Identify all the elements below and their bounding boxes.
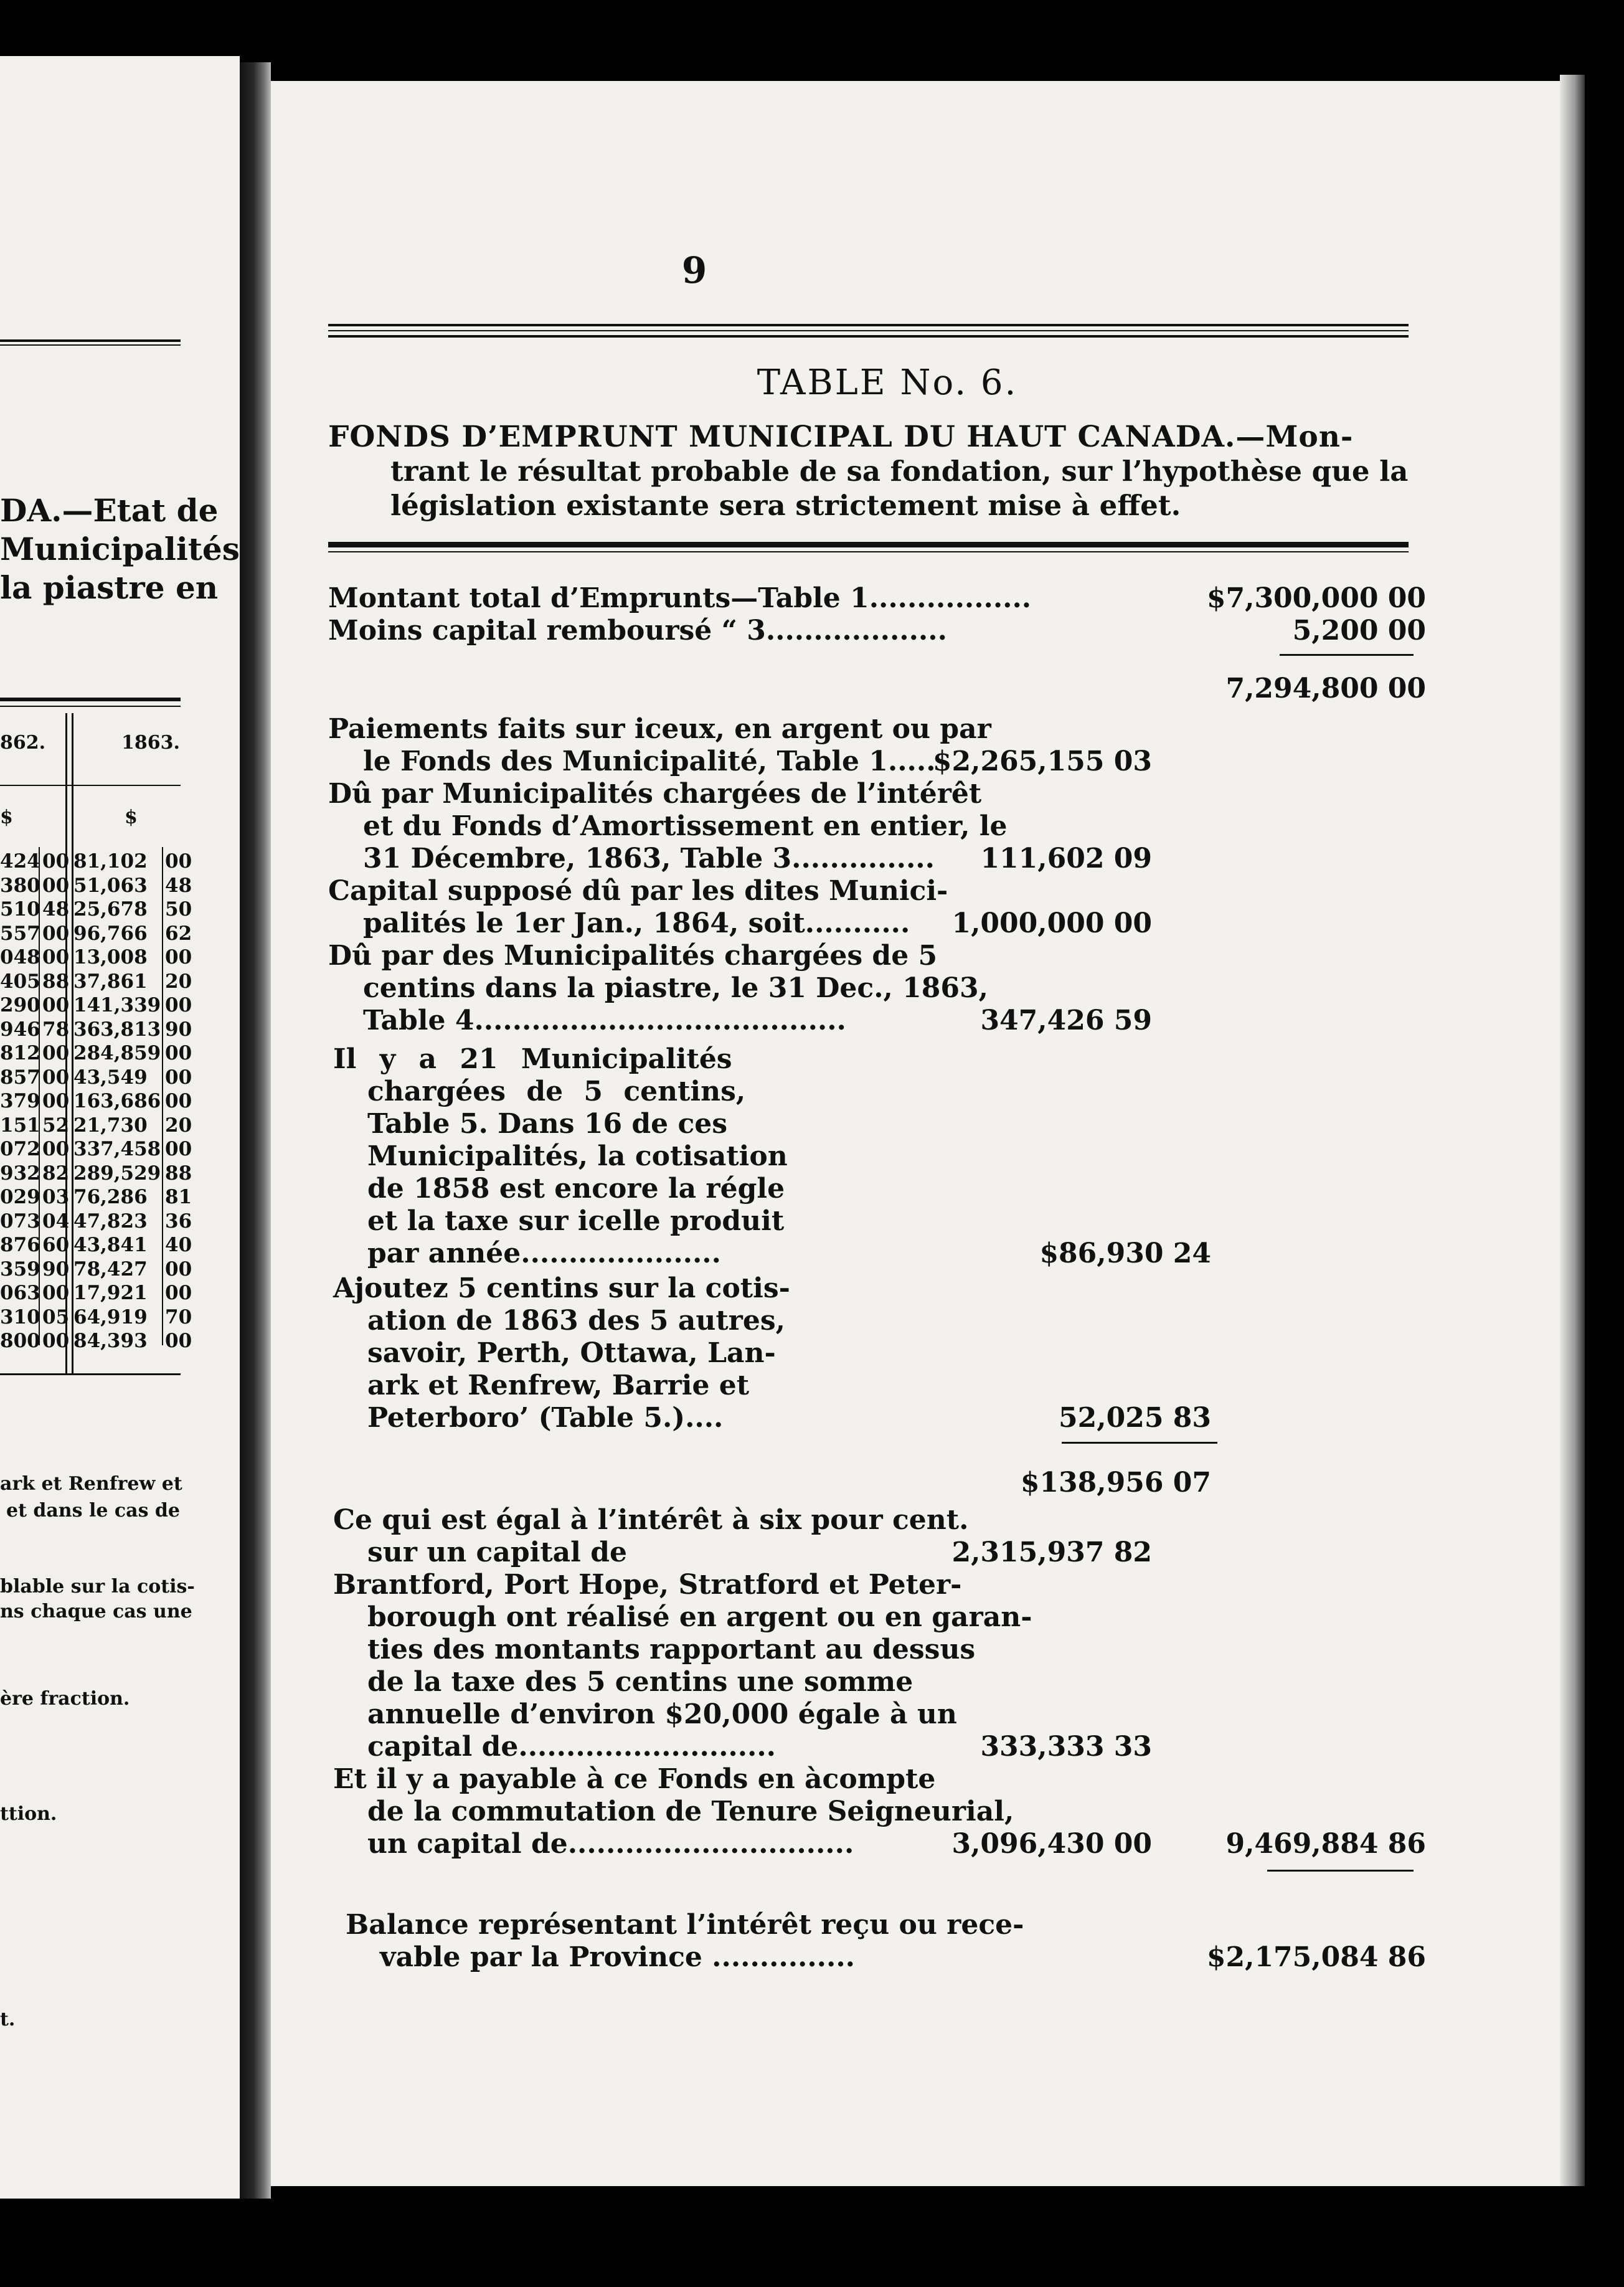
amount-balance: $2,175,084 86 [1206,1941,1426,1973]
amount-payments: $2,265,155 03 [932,746,1152,777]
left-footnote: ns chaque cas une [0,1601,192,1622]
left-footnote: ttion. [0,1803,57,1825]
left-table-cell: 78 [42,1018,70,1041]
sum-rule [1062,1442,1217,1444]
left-table-cell: 43,841 [73,1234,148,1256]
left-table-cell: 70 [165,1305,192,1328]
left-table-cell: 359 [0,1257,40,1281]
left-table-cell: 84,393 [73,1330,148,1352]
left-table-cell: 76,286 [73,1186,148,1208]
entry-due-interest-line: Dû par Municipalités chargées de l’intérêt [328,778,982,810]
left-table-cell: 00 [165,1042,192,1064]
left-top-rule-thin [0,344,181,346]
entry-capital-supposed-line: Capital supposé dû par les dites Munici- [328,875,948,907]
entry-payments-line: le Fonds des Municipalité, Table 1..... [363,746,936,777]
entry-six-percent-line: Ce qui est égal à l’intérêt à six pour cent. [333,1504,969,1536]
left-table-cell: 363,813 [73,1018,161,1041]
left-table-cell: 00 [42,874,70,897]
amount-seigneurial-capital: 3,096,430 00 [951,1828,1152,1860]
left-table-cell: 81,102 [73,850,148,873]
left-table-cell: 812 [0,1042,40,1064]
left-table-cell: 20 [165,1114,192,1137]
left-table-cell: 00 [42,1090,70,1112]
left-table-cell: 20 [165,970,192,993]
page-number: 9 [681,249,707,291]
entry-payments-line: Paiements faits sur iceux, en argent ou par [328,713,991,745]
left-page-fragment [0,56,240,2199]
left-table-cell: 51,063 [73,874,148,897]
left-cents-divider [162,847,163,1345]
left-table-cell: 90 [165,1018,192,1041]
amount-per-year: $86,930 24 [1039,1238,1211,1269]
left-table-cell: 00 [42,946,70,968]
amount-six-percent-capital: 2,315,937 82 [951,1537,1152,1568]
entry-add-5-cents-line: Ajoutez 5 centins sur la cotis- [333,1272,790,1304]
left-table-cell: 64,919 [73,1305,148,1328]
entry-brantford-line: ties des montants rapportant au dessus [367,1634,976,1665]
entry-seigneurial-line: un capital de.............................. [367,1828,854,1860]
total-rule [1267,1870,1414,1872]
entry-add-5-cents-line: ark et Renfrew, Barrie et [367,1370,750,1401]
left-table-cell: 88 [165,1162,192,1185]
left-table-cell: 380 [0,874,40,897]
left-table-cell: 405 [0,970,40,993]
entry-21-municipalities-line: et la taxe sur icelle produit [367,1205,785,1237]
left-heading-line: DA.—Etat de [0,492,219,529]
left-table-cell: 00 [165,1282,192,1304]
heading-line: législation existante sera strictement mise à effet. [390,489,1181,522]
left-table-cell: 946 [0,1018,40,1041]
left-table-rule-thin [0,706,181,707]
entry-seigneurial-line: Et il y a payable à ce Fonds en àcompte [333,1763,936,1795]
left-table-cell: 00 [165,994,192,1016]
left-footnote: t. [0,2009,16,2030]
entry-balance-line: vable par la Province ............... [380,1941,855,1973]
left-column-header: 862. [0,732,46,754]
left-table-cell: 00 [165,850,192,873]
entry-add-5-cents-line: savoir, Perth, Ottawa, Lan- [367,1337,776,1369]
left-table-cell: 62 [165,922,192,945]
entry-due-5-cents-line: centins dans la piastre, le 31 Dec., 1863, [363,972,988,1004]
left-header-rule [0,785,181,786]
left-table-cell: 00 [165,1330,192,1352]
table-title: TABLE No. 6. [757,362,1018,403]
entry-brantford-line: borough ont réalisé en argent ou en garan- [367,1601,1032,1633]
entry-due-interest-line: 31 Décembre, 1863, Table 3............... [363,843,935,874]
left-table-cell: 00 [42,1330,70,1352]
entry-21-municipalities-line: Table 5. Dans 16 de ces [367,1108,728,1140]
left-table-cell: 60 [42,1234,70,1256]
left-table-cell: 52 [42,1114,70,1137]
left-table-cell: 337,458 [73,1138,161,1160]
left-table-cell: 048 [0,946,40,968]
left-table-cell: 00 [165,1257,192,1281]
subtotal-rule [1280,654,1414,656]
left-table-cell: 289,529 [73,1162,161,1185]
left-table-cell: 04 [42,1210,70,1233]
left-table-rule [0,698,181,701]
left-table-cell: 78,427 [73,1257,148,1281]
left-table-cell: 17,921 [73,1282,148,1304]
page-edge [1560,75,1585,2186]
left-footnote: blable sur la cotis- [0,1576,195,1598]
left-table-cell: 36 [165,1210,192,1233]
left-footnote: ère fraction. [0,1688,130,1710]
left-heading-line: la piastre en [0,569,219,606]
amount-due-interest: 111,602 09 [980,843,1152,874]
left-table-cell: 82 [42,1162,70,1185]
entry-21-municipalities-line: Il y a 21 Municipalités [333,1043,732,1075]
left-table-cell: 00 [165,1066,192,1089]
entry-brantford-line: Brantford, Port Hope, Stratford et Peter- [333,1569,962,1601]
entry-due-5-cents-line: Dû par des Municipalités chargées de 5 [328,940,938,972]
left-table-cell: 03 [42,1186,70,1208]
left-table-cell: 40 [165,1234,192,1256]
left-table-cell: 21,730 [73,1114,148,1137]
left-table-cell: 029 [0,1186,40,1208]
amount-capital-repaid: 5,200 00 [1292,615,1426,646]
header-rule-thin [328,330,1409,331]
amount-deductions-total: 9,469,884 86 [1225,1828,1426,1860]
table-top-rule-thin [328,551,1409,552]
left-table-cell: 00 [165,946,192,968]
left-top-rule [0,339,181,342]
book-spine [240,62,271,2199]
left-table-cell: 90 [42,1257,70,1281]
heading-line: trant le résultat probable de sa fondation, sur l’hypothèse que la [390,455,1409,488]
entry-brantford-line: capital de........................... [367,1731,777,1763]
right-page [271,81,1566,2186]
entry-add-5-cents-line: Peterboro’ (Table 5.).... [367,1402,724,1434]
left-table-cell: 932 [0,1162,40,1185]
left-currency: $ [125,807,138,828]
entry-brantford-line: de la taxe des 5 centins une somme [367,1666,913,1698]
left-table-cell: 00 [42,922,70,945]
entry-capital-supposed-line: palités le 1er Jan., 1864, soit........... [363,907,910,939]
heading-line: FONDS D’EMPRUNT MUNICIPAL DU HAUT CANADA.—Mon- [328,420,1354,454]
left-table-cell: 48 [165,874,192,897]
left-table-cell: 073 [0,1210,40,1233]
left-bottom-rule [0,1373,181,1375]
entry-21-municipalities-line: de 1858 est encore la régle [367,1173,785,1205]
left-table-cell: 05 [42,1305,70,1328]
left-table-cell: 557 [0,922,40,945]
entry-six-percent-line: sur un capital de [367,1537,627,1568]
left-table-cell: 88 [42,970,70,993]
amount-add-5-cents: 52,025 83 [1059,1402,1211,1434]
table-top-rule [328,542,1409,547]
left-table-cell: 00 [42,994,70,1016]
left-table-cell: 00 [42,1282,70,1304]
left-table-cell: 379 [0,1090,40,1112]
left-table-cell: 151 [0,1114,40,1137]
left-table-cell: 072 [0,1138,40,1160]
amount-total-loans: $7,300,000 00 [1206,582,1426,614]
left-table-cell: 47,823 [73,1210,148,1233]
left-table-cell: 43,549 [73,1066,148,1089]
amount-sum: $138,956 07 [1020,1467,1211,1499]
left-table-cell: 063 [0,1282,40,1304]
left-currency: $ [0,807,13,828]
left-table-cell: 25,678 [73,898,148,921]
left-table-cell: 00 [42,1138,70,1160]
amount-net-loans: 7,294,800 00 [1225,673,1426,704]
left-table-cell: 50 [165,898,192,921]
left-table-cell: 96,766 [73,922,148,945]
amount-brantford-capital: 333,333 33 [980,1731,1152,1763]
amount-due-5-cents: 347,426 59 [980,1005,1152,1036]
left-table-cell: 876 [0,1234,40,1256]
left-footnote: ark et Renfrew et [0,1473,182,1495]
left-table-cell: 510 [0,898,40,921]
entry-capital-repaid: Moins capital remboursé “ 3................... [328,615,947,646]
left-table-cell: 00 [42,1066,70,1089]
left-heading-line: Municipalités [0,531,240,567]
left-table-cell: 141,339 [73,994,161,1016]
left-table-cell: 290 [0,994,40,1016]
entry-due-5-cents-line: Table 4....................................... [363,1005,846,1036]
left-table-cell: 163,686 [73,1090,161,1112]
left-table-cell: 13,008 [73,946,148,968]
left-table-cell: 48 [42,898,70,921]
amount-capital-supposed: 1,000,000 00 [951,907,1152,939]
left-table-cell: 37,861 [73,970,148,993]
entry-21-municipalities-line: chargées de 5 centins, [367,1076,746,1107]
left-table-cell: 424 [0,850,40,873]
left-table-cell: 310 [0,1305,40,1328]
left-table-cell: 00 [165,1138,192,1160]
entry-total-loans: Montant total d’Emprunts—Table 1................. [328,582,1032,614]
left-table-cell: 00 [42,850,70,873]
entry-brantford-line: annuelle d’environ $20,000 égale à un [367,1698,957,1730]
left-table-cell: 800 [0,1330,40,1352]
left-table-cell: 81 [165,1186,192,1208]
entry-21-municipalities-line: Municipalités, la cotisation [367,1140,788,1172]
header-rule [328,324,1409,326]
entry-add-5-cents-line: ation de 1863 des 5 autres, [367,1305,785,1337]
left-table-cell: 00 [42,1042,70,1064]
entry-balance-line: Balance représentant l’intérêt reçu ou rece- [346,1909,1024,1941]
left-table-cell: 284,859 [73,1042,161,1064]
header-rule [328,335,1409,338]
left-column-header: 1863. [121,732,180,754]
entry-due-interest-line: et du Fonds d’Amortissement en entier, le [363,810,1008,842]
entry-seigneurial-line: de la commutation de Tenure Seigneurial, [367,1796,1014,1827]
left-table-cell: 00 [165,1090,192,1112]
left-table-cell: 857 [0,1066,40,1089]
left-footnote: et dans le cas de [6,1500,180,1522]
entry-21-municipalities-line: par année..................... [367,1238,721,1269]
